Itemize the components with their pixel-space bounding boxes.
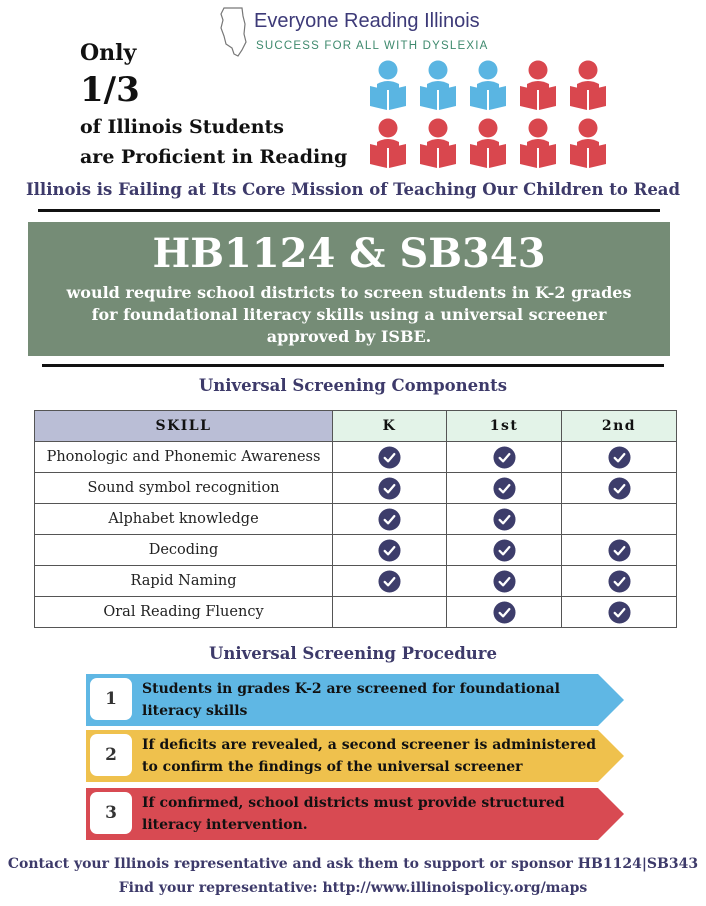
grade-cell (447, 473, 562, 504)
table-row (35, 504, 677, 535)
stat-fraction: 1/3 (80, 70, 140, 110)
table-row (35, 473, 677, 504)
student-reader-icon (370, 119, 406, 169)
skill-name: Phonologic and Phonemic Awareness (35, 442, 333, 473)
grade-cell (447, 504, 562, 535)
grade-cell (562, 566, 677, 597)
failing-statement: Illinois is Failing at Its Core Mission of Teaching Our Children to Read (25, 180, 681, 199)
table-row (35, 566, 677, 597)
column-header-skill: SKILL (35, 411, 333, 442)
check-circle-icon (493, 449, 516, 465)
procedure-step-1 (86, 674, 626, 726)
check-circle-icon (378, 449, 401, 465)
grade-cell (447, 597, 562, 628)
step-number: 3 (90, 792, 132, 834)
table-row (35, 535, 677, 566)
org-name: Everyone Reading Illinois (254, 10, 480, 32)
illinois-map-icon (218, 6, 250, 58)
check-circle-icon (608, 449, 631, 465)
check-circle-icon (493, 604, 516, 620)
skill-name: Rapid Naming (35, 566, 333, 597)
grade-cell (447, 535, 562, 566)
step-text: Students in grades K-2 are screened for foundational literacy skills (142, 681, 560, 719)
stat-line-2: are Proficient in Reading (80, 146, 348, 168)
student-reader-icon (470, 119, 506, 169)
logo (218, 6, 488, 58)
check-circle-icon (493, 511, 516, 527)
check-circle-icon (378, 511, 401, 527)
student-reader-icon (570, 119, 606, 169)
check-circle-icon (493, 480, 516, 496)
bill-banner (28, 222, 670, 356)
table-row (35, 597, 677, 628)
step-number: 1 (90, 678, 132, 720)
student-reader-icon (570, 61, 606, 111)
check-circle-icon (608, 573, 631, 589)
components-heading: Universal Screening Components (198, 376, 508, 395)
student-reader-icon (470, 61, 506, 111)
column-header-1st: 1st (447, 411, 562, 442)
grade-cell (333, 535, 447, 566)
skills-table (34, 410, 677, 628)
check-circle-icon (608, 542, 631, 558)
student-reader-icon (420, 61, 456, 111)
reader-pictogram (360, 60, 620, 172)
contact-text: Contact your Illinois representative and ask them to support or sponsor HB1124|SB343 (7, 856, 699, 872)
student-reader-icon (420, 119, 456, 169)
check-circle-icon (378, 542, 401, 558)
procedure-heading: Universal Screening Procedure (209, 644, 497, 663)
check-circle-icon (493, 573, 516, 589)
grade-cell (447, 566, 562, 597)
skill-name: Sound symbol recognition (35, 473, 333, 504)
grade-cell (333, 442, 447, 473)
student-reader-icon (370, 61, 406, 111)
check-circle-icon (378, 573, 401, 589)
grade-cell (562, 535, 677, 566)
skill-name: Decoding (35, 535, 333, 566)
divider (42, 364, 664, 367)
grade-cell (562, 597, 677, 628)
check-circle-icon (608, 480, 631, 496)
grade-cell (333, 504, 447, 535)
column-header-2nd: 2nd (562, 411, 677, 442)
grade-cell (333, 566, 447, 597)
table-row (35, 442, 677, 473)
stat-line-1: of Illinois Students (80, 116, 284, 138)
stat-prefix: Only (80, 40, 137, 66)
grade-cell (562, 504, 677, 535)
org-tagline: SUCCESS FOR ALL WITH DYSLEXIA (256, 40, 489, 52)
grade-cell (447, 442, 562, 473)
column-header-k: K (333, 411, 447, 442)
check-circle-icon (493, 542, 516, 558)
student-reader-icon (520, 61, 556, 111)
procedure-step-2 (86, 730, 626, 782)
bill-title: HB1124 & SB343 (152, 230, 546, 277)
find-representative-text: Find your representative: http://www.illinoispolicy.org/maps (118, 880, 588, 896)
check-circle-icon (378, 480, 401, 496)
check-circle-icon (608, 604, 631, 620)
step-text: If confirmed, school districts must provide structured literacy intervention. (142, 795, 565, 833)
student-reader-icon (520, 119, 556, 169)
bill-description: would require school districts to screen students in K-2 grades for foundational literacy skills using a universal screener approved by ISBE. (66, 283, 632, 346)
step-text: If deficits are revealed, a second screener is administered to confirm the findings of the universal screener (142, 737, 597, 775)
step-number: 2 (90, 734, 132, 776)
skill-name: Alphabet knowledge (35, 504, 333, 535)
skill-name: Oral Reading Fluency (35, 597, 333, 628)
procedure-step-3 (86, 788, 626, 840)
grade-cell (333, 597, 447, 628)
divider (38, 209, 660, 212)
grade-cell (562, 442, 677, 473)
grade-cell (562, 473, 677, 504)
grade-cell (333, 473, 447, 504)
